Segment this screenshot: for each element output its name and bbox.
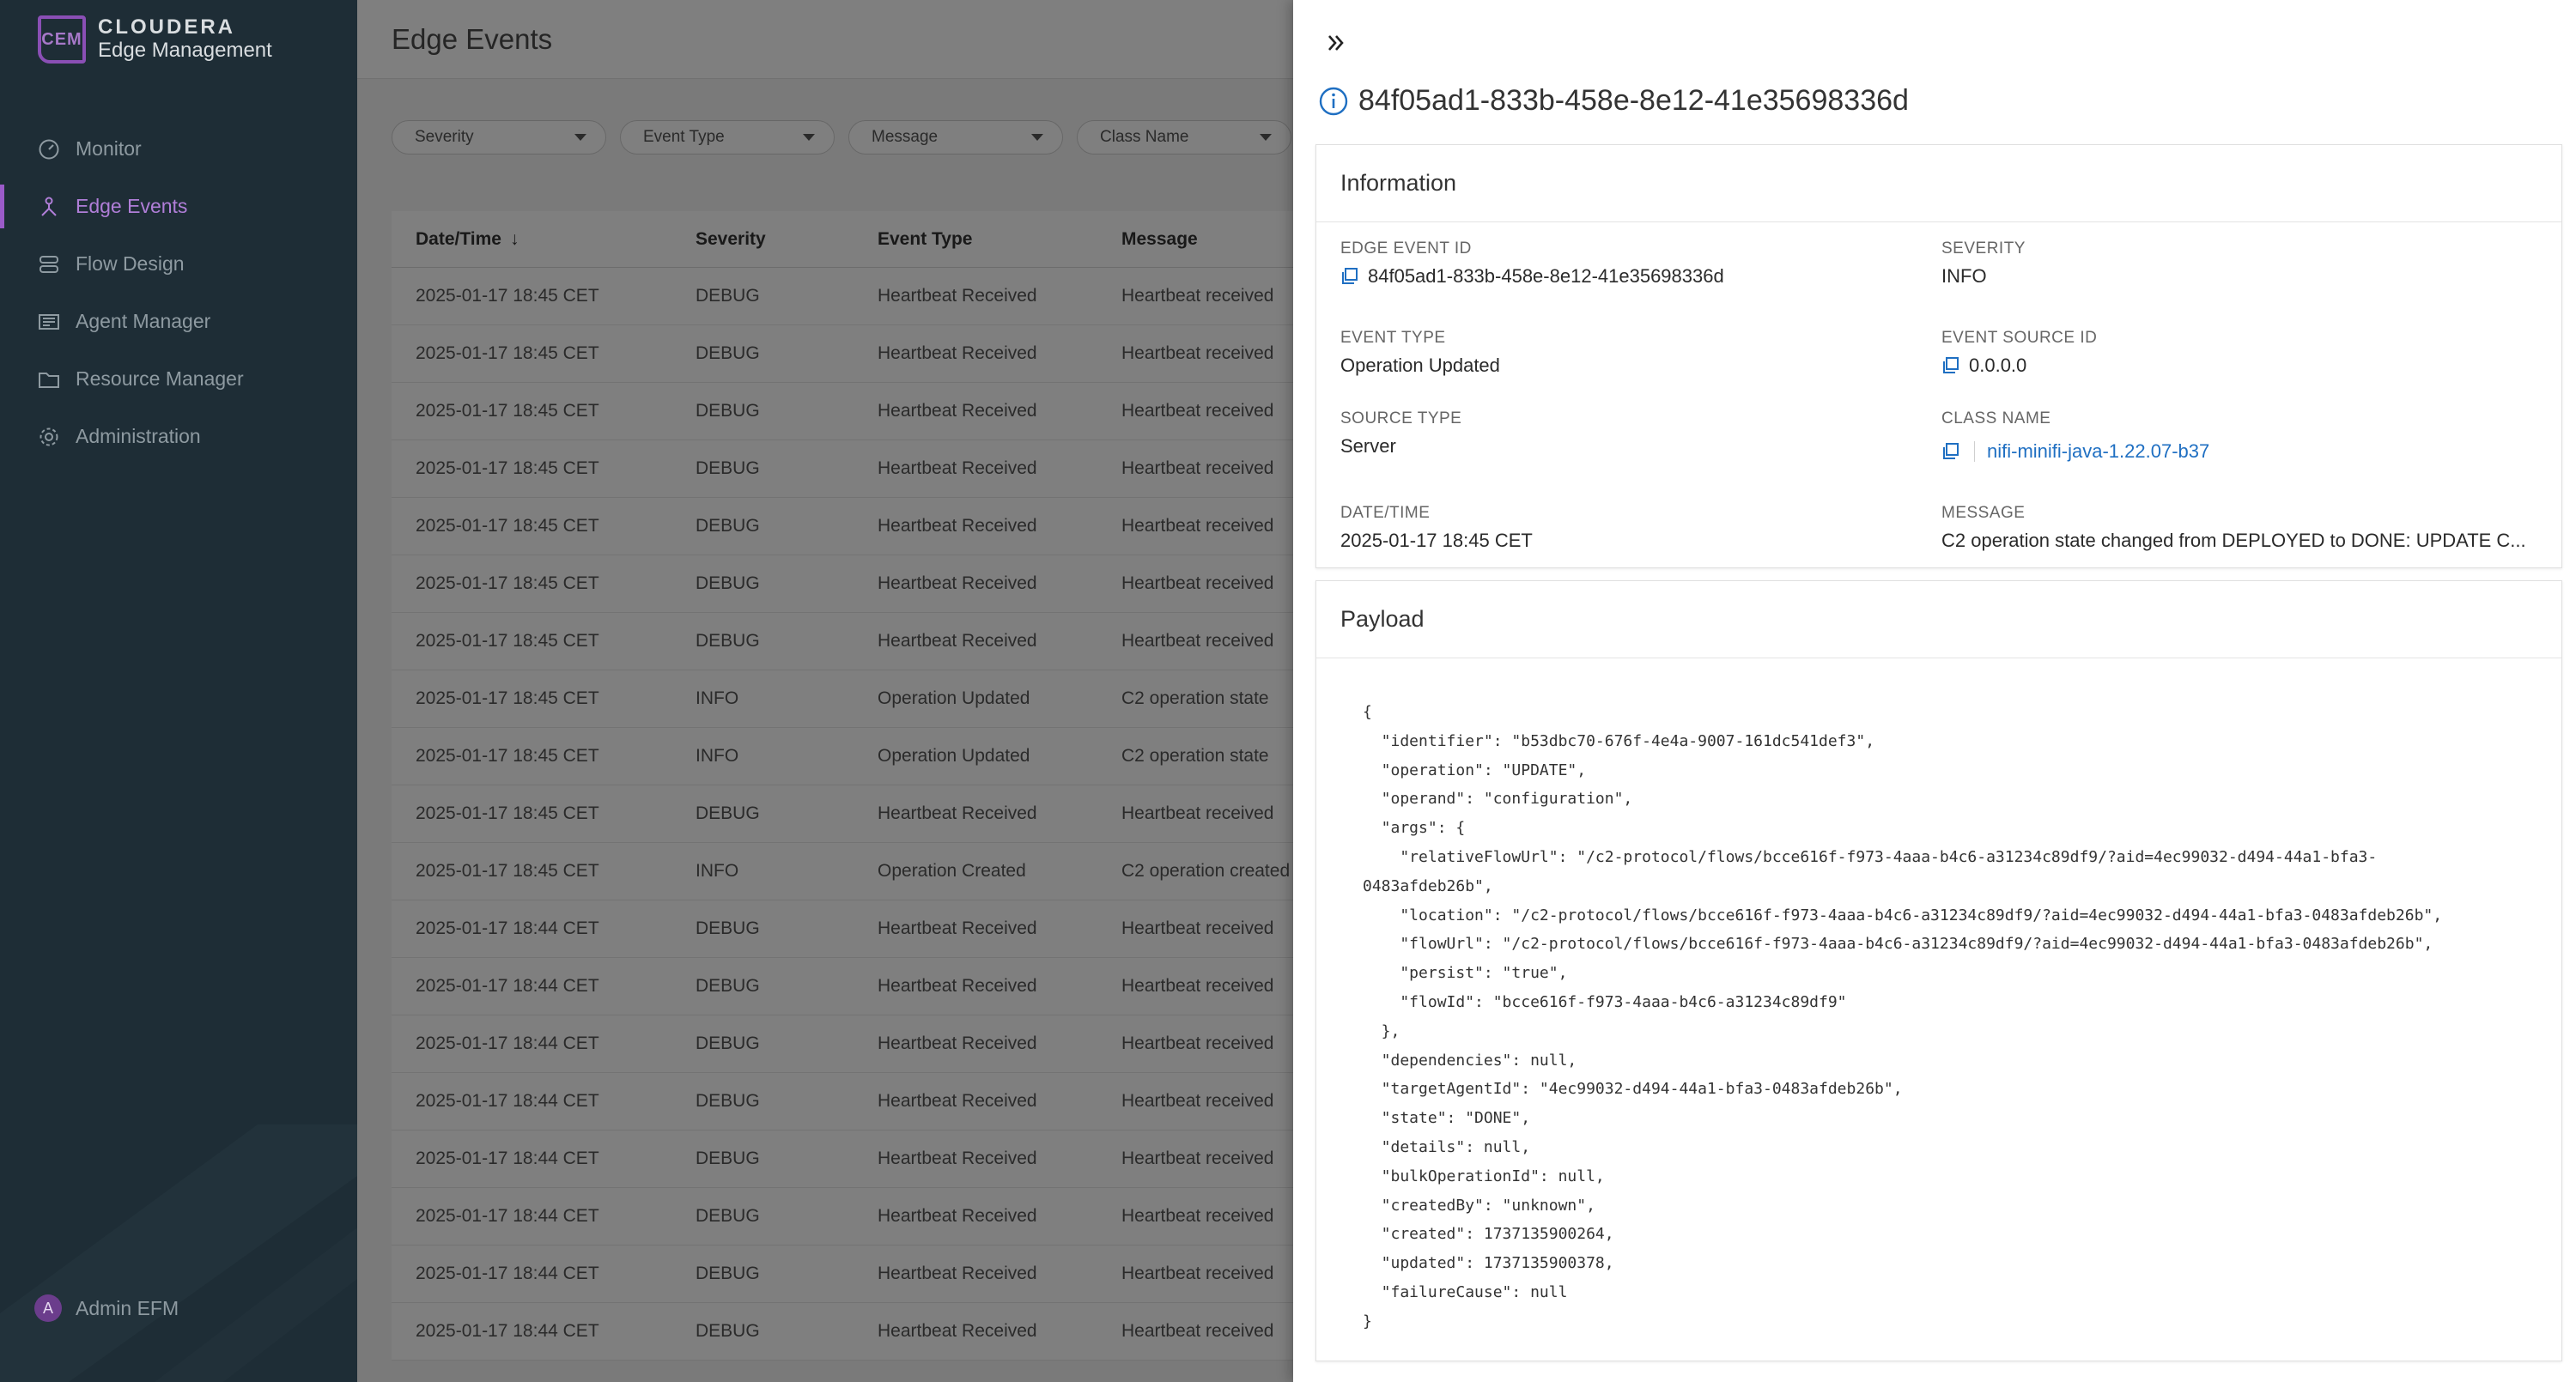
field-label: MESSAGE — [1941, 504, 2026, 522]
information-heading: Information — [1316, 145, 2561, 222]
copy-icon[interactable] — [1941, 356, 1960, 375]
sidebar-item-label: Administration — [76, 425, 201, 447]
panel-title — [1319, 84, 1909, 118]
events-icon — [36, 194, 62, 220]
sidebar-item-edge-events[interactable] — [0, 178, 357, 235]
sidebar-nav — [0, 120, 357, 465]
brand-logo[interactable] — [38, 15, 272, 64]
modal-backdrop[interactable] — [357, 0, 1293, 1382]
sidebar-item-label: Flow Design — [76, 252, 185, 275]
field-date-time — [1340, 504, 1533, 552]
gauge-icon — [36, 136, 62, 162]
brand-product: Edge Management — [98, 39, 272, 62]
avatar: A — [34, 1294, 62, 1322]
field-label: DATE/TIME — [1340, 504, 1431, 522]
field-label: SEVERITY — [1941, 239, 2026, 258]
folder-icon — [36, 367, 62, 392]
gear-icon — [36, 424, 62, 450]
agent-manager-icon — [36, 309, 62, 335]
payload-json: { "identifier": "b53dbc70-676f-4e4a-9007-161dc541def3", "operation": "UPDATE", "operand": "configuration", "args": { "relativeFlowUrl": "/c2-protocol/flows/bcce616f-f973-4aaa-b4c6-a31234c89df9/?aid=4ec99032-d494-44a1-bfa3- 0483afdeb26b", "location": "/c2-protocol/flows/bcce616f-f973-4aaa-b4c6-a31234c89df9/?aid=4ec99032-d494-44a1-bfa3-0483afdeb26b", "flowUrl": "/c2-protocol/flows/bcce616f-f973-4aaa-b4c6-a31234c89df9/?aid=4ec99032-d494-44a1-bfa3-0483afdeb26b", "persist": "true", "flowId": "bcce616f-f973-4aaa-b4c6-a31234c89df9" }, "dependencies": null, "targetAgentId": "4ec99032-d494-44a1-bfa3-0483afdeb26b", "state": "DONE", "details": null, "bulkOperationId": null, "createdBy": "unknown", "created": 1737135900264, "updated": 1737135900378, "failureCause": null } — [1363, 703, 2443, 1330]
field-value: Operation Updated — [1340, 355, 1500, 376]
field-label: EVENT TYPE — [1340, 329, 1446, 347]
brand-name: CLOUDERA — [98, 15, 235, 39]
sidebar-item-monitor[interactable] — [0, 120, 357, 178]
field-label: CLASS NAME — [1941, 409, 2051, 427]
divider — [1974, 441, 1975, 462]
sidebar-item-label: Edge Events — [76, 195, 188, 217]
field-value: 84f05ad1-833b-458e-8e12-41e35698336d — [1368, 265, 1724, 287]
sidebar-item-administration[interactable] — [0, 408, 357, 465]
sidebar-decoration — [0, 1124, 357, 1382]
information-card — [1315, 144, 2562, 568]
sidebar — [0, 0, 357, 1382]
field-message — [1941, 504, 2543, 552]
field-event-source-id — [1941, 329, 2097, 377]
field-severity — [1941, 239, 2026, 288]
sidebar-item-label: Agent Manager — [76, 310, 211, 332]
sidebar-item-resource-manager[interactable] — [0, 350, 357, 408]
field-class-name — [1941, 409, 2209, 463]
sidebar-item-label: Resource Manager — [76, 367, 244, 390]
field-value: 2025-01-17 18:45 CET — [1340, 530, 1533, 551]
user-menu[interactable] — [34, 1294, 179, 1322]
copy-icon[interactable] — [1340, 267, 1359, 286]
brand-mark: CEM — [38, 15, 86, 64]
double-chevron-right-icon — [1325, 32, 1347, 54]
main-content — [357, 0, 1293, 1382]
field-label: EVENT SOURCE ID — [1941, 329, 2098, 347]
sidebar-item-label: Monitor — [76, 137, 142, 160]
collapse-panel-button[interactable] — [1319, 26, 1353, 60]
field-label: EDGE EVENT ID — [1340, 239, 1472, 258]
field-value: 0.0.0.0 — [1969, 355, 2027, 376]
field-value: INFO — [1941, 265, 1987, 287]
flow-design-icon — [36, 252, 62, 277]
payload-card — [1315, 580, 2562, 1361]
event-detail-panel — [1293, 0, 2576, 1382]
copy-icon[interactable] — [1941, 442, 1960, 461]
info-icon — [1319, 87, 1348, 116]
sidebar-item-agent-manager[interactable] — [0, 293, 357, 350]
payload-heading: Payload — [1316, 581, 2561, 658]
field-value: C2 operation state changed from DEPLOYED to DONE: UPDATE C... — [1941, 530, 2526, 551]
field-event-type — [1340, 329, 1500, 377]
field-source-type — [1340, 409, 1461, 458]
sidebar-item-flow-design[interactable] — [0, 235, 357, 293]
field-label: SOURCE TYPE — [1340, 409, 1462, 427]
field-value: Server — [1340, 435, 1396, 457]
field-edge-event-id — [1340, 239, 1724, 288]
event-id-title: 84f05ad1-833b-458e-8e12-41e35698336d — [1358, 84, 1909, 117]
user-name: Admin EFM — [76, 1296, 179, 1319]
class-name-link[interactable]: nifi-minifi-java-1.22.07-b37 — [1987, 440, 2210, 462]
